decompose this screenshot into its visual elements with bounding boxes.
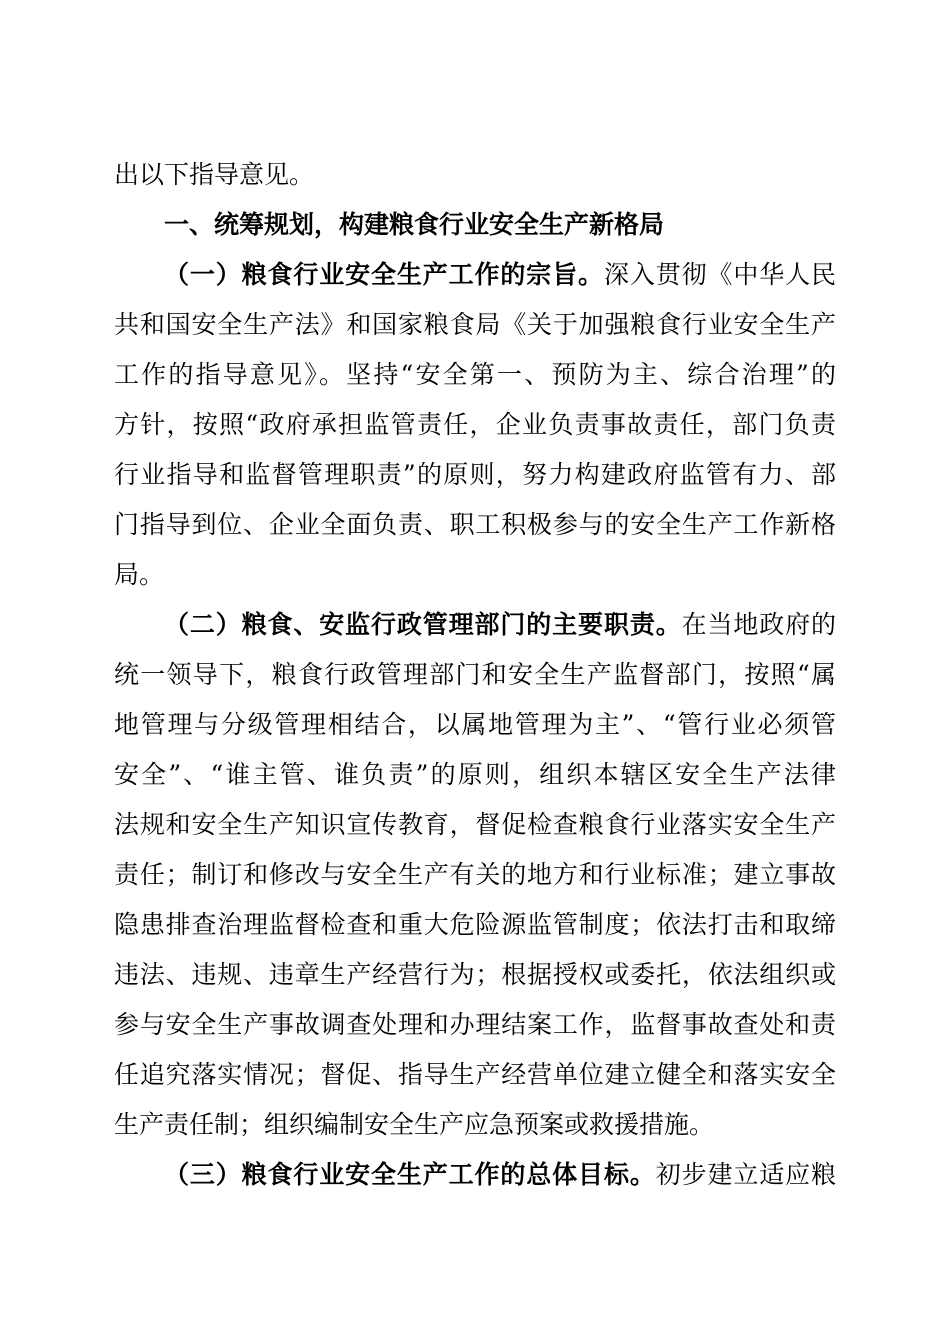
paragraph-1-line-5: 行业指导和监督管理职责”的原则，努力构建政府监管有力、部 [114, 460, 836, 489]
paragraph-2-line-2: 统一领导下，粮食行政管理部门和安全生产监督部门，按照“属 [114, 660, 836, 689]
paragraph-2-line-4: 安全”、“谁主管、谁负责”的原则，组织本辖区安全生产法律 [114, 760, 836, 789]
paragraph-1-line-2: 共和国安全生产法》和国家粮食局《关于加强粮食行业安全生产 [114, 310, 836, 339]
paragraph-2-line-6: 责任；制订和修改与安全生产有关的地方和行业标准；建立事故 [114, 860, 836, 889]
paragraph-2-line-3: 地管理与分级管理相结合，以属地管理为主”、“管行业必须管 [114, 710, 836, 739]
paragraph-2-text: 在当地政府的 [681, 610, 836, 639]
paragraph-1-line-7: 局。 [114, 560, 165, 589]
paragraph-1-text: 深入贯彻《中华人民 [603, 260, 836, 289]
paragraph-1-line-6: 门指导到位、企业全面负责、职工积极参与的安全生产工作新格 [114, 510, 836, 539]
paragraph-3-text: 初步建立适应粮 [655, 1160, 836, 1189]
paragraph-1-lead: （一）粮食行业安全生产工作的宗旨。 [164, 260, 604, 289]
document-page [114, 150, 836, 1200]
intro-tail-line: 出以下指导意见。 [114, 160, 315, 189]
paragraph-1-line-1 [114, 250, 836, 300]
section-heading: 一、统筹规划，构建粮食行业安全生产新格局 [164, 210, 665, 239]
paragraph-2-lead: （二）粮食、安监行政管理部门的主要职责。 [164, 610, 682, 639]
paragraph-1-line-4: 方针，按照“政府承担监管责任，企业负责事故责任，部门负责 [114, 410, 836, 439]
paragraph-2-line-8: 违法、违规、违章生产经营行为；根据授权或委托，依法组织或 [114, 960, 836, 989]
paragraph-2-line-10: 任追究落实情况；督促、指导生产经营单位建立健全和落实安全 [114, 1060, 836, 1089]
paragraph-2-line-1 [114, 600, 836, 650]
paragraph-2-line-7: 隐患排查治理监督检查和重大危险源监管制度；依法打击和取缔 [114, 910, 836, 939]
paragraph-2-line-5: 法规和安全生产知识宣传教育，督促检查粮食行业落实安全生产 [114, 810, 836, 839]
paragraph-2-line-11: 生产责任制；组织编制安全生产应急预案或救援措施。 [114, 1110, 715, 1139]
paragraph-2-line-9: 参与安全生产事故调查处理和办理结案工作，监督事故查处和责 [114, 1010, 836, 1039]
paragraph-3-lead: （三）粮食行业安全生产工作的总体目标。 [164, 1160, 656, 1189]
paragraph-3-line-1 [114, 1150, 836, 1200]
paragraph-1-line-3: 工作的指导意见》。坚持“安全第一、预防为主、综合治理”的 [114, 360, 836, 389]
